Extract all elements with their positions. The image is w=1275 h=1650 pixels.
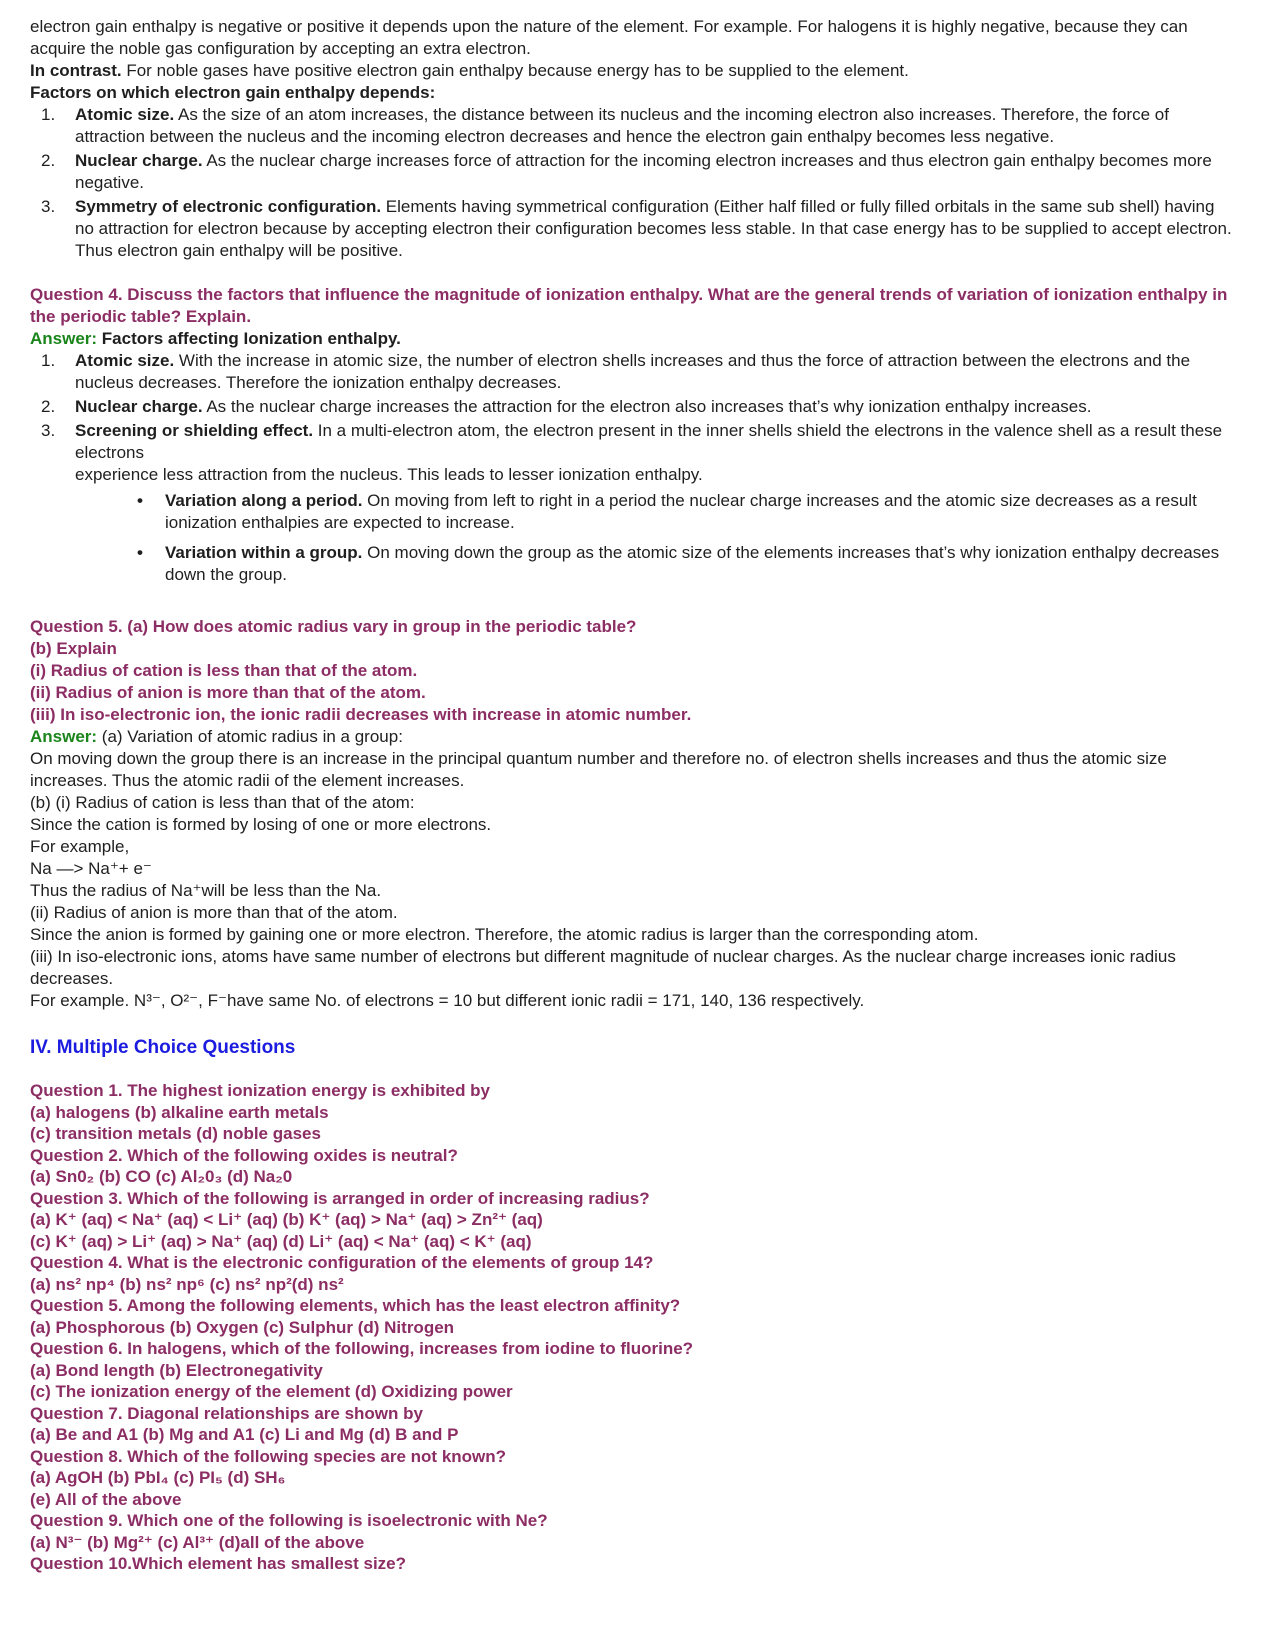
- factor-text: As the nuclear charge increases force of attraction for the incoming electron increases and thus electron gain enthalpy becomes more negative.: [75, 151, 1212, 192]
- intro-paragraph: electron gain enthalpy is negative or positive it depends upon the nature of the element. For example. For halogens it is highly negative, because they can acquire the noble gas configuration by accepting an extra electron.: [30, 17, 1188, 58]
- answer-body-line: Since the anion is formed by gaining one or more electron. Therefore, the atomic radius is larger than the corresponding atom.: [30, 925, 979, 944]
- mcq-line: (a) Sn0₂ (b) CO (c) Al₂0₃ (d) Na₂0: [30, 1167, 293, 1186]
- mcq-line: Question 3. Which of the following is arranged in order of increasing radius?: [30, 1188, 650, 1208]
- factor-text: With the increase in atomic size, the number of electron shells increases and thus the force of attraction between the electrons and the nucleus decreases. Therefore the ionization enthalpy decreases.: [75, 351, 1191, 392]
- answer-body-line: For example,: [30, 837, 130, 856]
- question5-answer-line: [30, 726, 1233, 748]
- mcq-line: Question 4. What is the electronic configuration of the elements of group 14?: [30, 1253, 654, 1272]
- contrast-line: [30, 60, 1233, 82]
- mcq-line: Question 1. The highest ionization energy is exhibited by: [30, 1081, 491, 1100]
- mcq-line: (c) transition metals (d) noble gases: [30, 1124, 321, 1143]
- factor-lead: Symmetry of electronic configuration.: [75, 197, 382, 216]
- answer-body-line: On moving down the group there is an increase in the principal quantum number and therefore no. of electron shells increases and thus the atomic size increases. Thus the atomic radii of the element increases.: [30, 749, 1167, 790]
- factors-heading: Factors on which electron gain enthalpy depends:: [30, 83, 436, 102]
- factor-lead: Nuclear charge.: [75, 397, 203, 416]
- answer-text: (a) Variation of atomic radius in a group:: [97, 727, 403, 746]
- mcq-line: (e) All of the above: [30, 1489, 182, 1509]
- answer-body-line: For example. N³⁻, O²⁻, F⁻have same No. of electrons = 10 but different ionic radii = 171, 140, 136 respectively.: [30, 991, 865, 1010]
- mcq-list: [30, 1080, 1233, 1575]
- mcq-line: (a) AgOH (b) PbI₄ (c) PI₅ (d) SH₆: [30, 1468, 286, 1487]
- list-item: [75, 420, 1233, 586]
- question5-heading-line: (i) Radius of cation is less than that of the atom.: [30, 661, 418, 680]
- list-item: [75, 196, 1233, 262]
- mcq-line: Question 9. Which one of the following is isoelectronic with Ne?: [30, 1511, 548, 1530]
- shielding-extra-line: experience less attraction from the nucleus. This leads to lesser ionization enthalpy.: [75, 465, 703, 484]
- bullet-lead: Variation within a group.: [165, 543, 363, 562]
- factor-lead: Nuclear charge.: [75, 151, 203, 170]
- electron-gain-factor-list: [30, 104, 1233, 262]
- question5-heading-line: (iii) In iso-electronic ion, the ionic radii decreases with increase in atomic number.: [30, 705, 692, 724]
- answer-body-line: (iii) In iso-electronic ions, atoms have same number of electrons but different magnitude of nuclear charges. As the nuclear charge increases ionic radius decreases.: [30, 947, 1176, 988]
- answer-body-line: Since the cation is formed by losing of one or more electrons.: [30, 815, 492, 834]
- bullet-text: On moving from left to right in a period the nuclear charge increases and the atomic size decreases as a result ionization enthalpies are expected to increase.: [165, 491, 1197, 532]
- answer-label: Answer:: [30, 329, 98, 348]
- answer-label: Answer:: [30, 727, 98, 746]
- question4-answer-line: [30, 328, 1233, 350]
- question5-heading-line: (b) Explain: [30, 639, 117, 658]
- bullet-lead: Variation along a period.: [165, 491, 363, 510]
- factor-text: Elements having symmetrical configuration (Either half filled or fully filled orbitals in the same sub shell) having no attraction for electron because by accepting electron their configuration becomes less stable. In that case energy has to be supplied to accept electron. Thus electron gain enthalpy will be positive.: [75, 197, 1232, 260]
- mcq-line: Question 5. Among the following elements, which has the least electron affinity?: [30, 1296, 681, 1315]
- list-item: [75, 350, 1233, 394]
- mcq-section-heading: IV. Multiple Choice Questions: [30, 1037, 296, 1058]
- answer-body-line: (b) (i) Radius of cation is less than that of the atom:: [30, 793, 415, 812]
- mcq-line: (c) K⁺ (aq) > Li⁺ (aq) > Na⁺ (aq) (d) Li⁺ (aq) < Na⁺ (aq) < K⁺ (aq): [30, 1231, 532, 1251]
- contrast-lead: In contrast.: [30, 61, 122, 80]
- bullet-item: [165, 490, 1233, 534]
- variation-bullet-list: [75, 490, 1233, 586]
- mcq-line: (a) halogens (b) alkaline earth metals: [30, 1102, 329, 1122]
- list-item: [75, 150, 1233, 194]
- mcq-line: (a) N³⁻ (b) Mg²⁺ (c) Al³⁺ (d)all of the above: [30, 1532, 365, 1552]
- question4-heading: Question 4. Discuss the factors that influence the magnitude of ionization enthalpy. What are the general trends of variation of ionization enthalpy in the periodic table? Explain.: [30, 285, 1228, 326]
- contrast-rest: For noble gases have positive electron gain enthalpy because energy has to be supplied to the element.: [121, 61, 909, 80]
- mcq-line: Question 10.Which element has smallest size?: [30, 1554, 407, 1573]
- list-item: [75, 396, 1233, 418]
- factor-lead: Screening or shielding effect.: [75, 421, 314, 440]
- answer-body-line: Na —> Na⁺+ e⁻: [30, 859, 152, 878]
- mcq-line: (a) Phosphorous (b) Oxygen (c) Sulphur (d) Nitrogen: [30, 1317, 455, 1337]
- ionization-factor-list: [30, 350, 1233, 586]
- mcq-line: Question 6. In halogens, which of the following, increases from iodine to fluorine?: [30, 1339, 694, 1358]
- factor-lead: Atomic size.: [75, 105, 175, 124]
- mcq-line: Question 7. Diagonal relationships are shown by: [30, 1403, 423, 1423]
- mcq-line: (a) K⁺ (aq) < Na⁺ (aq) < Li⁺ (aq) (b) K⁺ (aq) > Na⁺ (aq) > Zn²⁺ (aq): [30, 1210, 543, 1229]
- mcq-line: (c) The ionization energy of the element (d) Oxidizing power: [30, 1382, 513, 1401]
- answer-text: Factors affecting Ionization enthalpy.: [97, 329, 401, 348]
- question5-block: [30, 616, 1233, 1012]
- mcq-line: (a) ns² np⁴ (b) ns² np⁶ (c) ns² np²(d) ns²: [30, 1274, 344, 1294]
- bullet-item: [165, 542, 1233, 586]
- mcq-line: (a) Be and A1 (b) Mg and A1 (c) Li and Mg (d) B and P: [30, 1425, 459, 1444]
- answer-body-line: (ii) Radius of anion is more than that of the atom.: [30, 903, 398, 922]
- factor-text: In a multi-electron atom, the electron present in the inner shells shield the electrons in the valence shell as a result these electrons: [75, 421, 1223, 462]
- mcq-line: (a) Bond length (b) Electronegativity: [30, 1360, 323, 1380]
- mcq-line: Question 8. Which of the following species are not known?: [30, 1446, 507, 1466]
- factor-text: As the nuclear charge increases the attraction for the electron also increases that’s why ionization enthalpy increases.: [202, 397, 1092, 416]
- factor-lead: Atomic size.: [75, 351, 175, 370]
- question5-heading-line: (ii) Radius of anion is more than that of the atom.: [30, 683, 426, 702]
- list-item: [75, 104, 1233, 148]
- answer-body-line: Thus the radius of Na⁺will be less than the Na.: [30, 881, 382, 900]
- mcq-line: Question 2. Which of the following oxides is neutral?: [30, 1145, 458, 1165]
- factor-text: As the size of an atom increases, the distance between its nucleus and the incoming electron also increases. Therefore, the force of attraction between the nucleus and the incoming electron decreases and hence the electron gain enthalpy becomes less negative.: [75, 105, 1169, 146]
- question5-heading-line: Question 5. (a) How does atomic radius vary in group in the periodic table?: [30, 617, 637, 636]
- bullet-text: On moving down the group as the atomic size of the elements increases that’s why ionization enthalpy decreases down the group.: [165, 543, 1220, 584]
